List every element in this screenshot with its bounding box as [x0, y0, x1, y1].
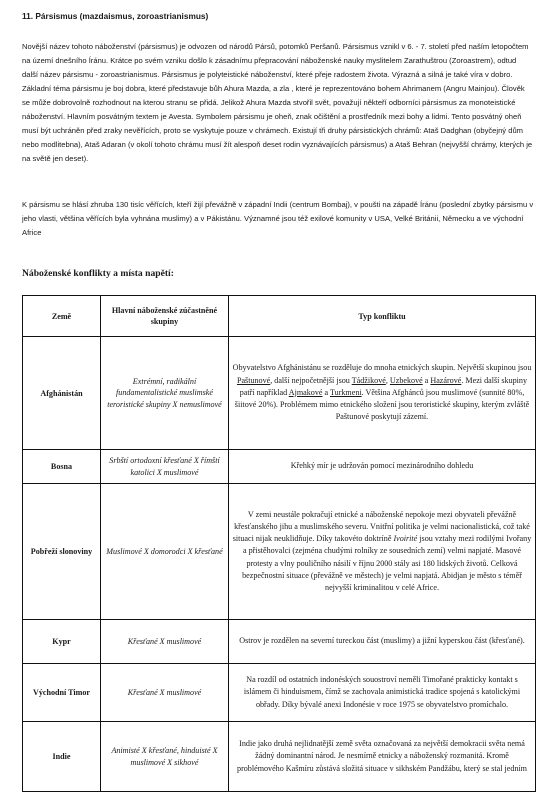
- conflict-text: jsou vztahy mezi rodilými Ivořany a přistěhovalci (zejména chudými rolníky ze sousedních zemí) velmi napjaté. Masové protesty a vlny pouličního násilí v říjnu 2000 stály asi 180 lidských životů. Celková bezpečnostní situace (převážně ve městech) je velmi napjatá. Abidjan je město s téměř nejvyšší kriminalitou v celé Africe.: [242, 534, 532, 592]
- conflict-text: Na rozdíl od ostatních indonéských souostroví neměli Timořané prakticky kontakt s islámem či hinduismem, čímž se zachovala animistická tradice spojená s katolickými obřady. Díky bývalé anexi Indonésie v roce 1975 se obyvatelstvo promíchalo.: [243, 675, 521, 709]
- intro-paragraph: Novější název tohoto náboženství (pársismus) je odvozen od národů Pársů, potomků Peršanů. Pársismus vznikl v 6. - 7. století před naším letopočtem na území dnešního Íránu. Krátce po svém vzniku došlo k zásadnímu přepracování náboženské nauky myslitelem Zarathuštrou (Zoroastrem), odtud další název pársismu - zoroastrianismus. Pársismus je polyteistické náboženství, které přeje radostem života. Výrazná a silná je také víra v dobro. Základní téma pársismu je boj dobra, které představuje bůh Ahura Mazda, a zla , které je reprezentováno bohem Ahrimanem (Angru Mainjou). Člověk se může dobrovolně rozhodnout na kterou stranu se přidá. Jelikož Ahura Mazda stvořil svět, považují někteří odborníci pársismus za monoteistické náboženství. Hlavním posvátným textem je Avesta. Symbolem pársismu je oheň, znak očištění a prostředník mezi bohy a lidmi. Tento posvátný oheň musí být uchráněn před zraky nevěřících, proto se vyskytuje pouze v chrámech. Existují tři druhy pársistických chrámů: Ataš Dadghan (obyčejný dům nebo modlitebna), Ataš Adaran (v okolí tohoto chrámu musí žít alespoň deset rodin vyznávajících pársismus) a Ataš Behran (nejvyšší chrámy, kterých je na světě jen deset).: [22, 42, 533, 163]
- cell-groups: Extrémní, radikální fundamentalistické muslimské teroristické skupiny X nemuslimové: [101, 337, 229, 450]
- ethnic-group-term: Hazárové: [430, 375, 462, 385]
- conflict-table: [22, 295, 536, 792]
- cell-conflict-type: [229, 620, 536, 664]
- table-row: [23, 620, 536, 664]
- cell-conflict-type: [229, 450, 536, 484]
- conflict-text: ,: [385, 375, 390, 385]
- ethnic-group-term: Paštunové: [236, 375, 271, 385]
- followers-paragraph: K pársismu se hlásí zhruba 130 tisíc věřících, kteří žijí převážně v západní Indii (centrum Bombaj), v poušti na západě Íránu (poslední zbytky pársismu v jeho vlasti, většina věřících byla vyhnána muslimy) a v Pákistánu. Významné jsou též exilové komunity v USA, Velké Británii, Německu a ve východní Africe: [22, 200, 534, 237]
- conflict-text: Ostrov je rozdělen na severní tureckou část (muslimy) a jižní kyperskou část (křesťané).: [239, 636, 525, 646]
- table-row: [23, 484, 536, 620]
- conflict-text: Křehký mír je udržován pomocí mezinárodního dohledu: [290, 461, 474, 471]
- cell-country: Afghánistán: [23, 337, 101, 450]
- conflict-text: , další nejpočetnější jsou: [270, 375, 352, 385]
- ethnic-group-term: Turkmeni: [329, 387, 362, 397]
- cell-country: Východní Timor: [23, 664, 101, 722]
- conflict-text: a: [422, 375, 431, 385]
- header-groups: Hlavní náboženské zúčastněné skupiny: [101, 296, 229, 337]
- ethnic-group-term: Uzbekové: [389, 375, 423, 385]
- conflict-text: . Mezi další skupiny patří například: [239, 375, 528, 397]
- cell-groups: Muslimové X domorodci X křesťané: [101, 484, 229, 620]
- cell-groups: Srbští ortodoxní křesťané X římští katolici X muslimové: [101, 450, 229, 484]
- conflict-text: . Většina Afghánců jsou muslimové (sunnité 80%, šiitové 20%). Problémem mimo etnického složení jsou teroristické skupiny, kterým zvláště Paštunové poskytují zázemí.: [234, 387, 530, 422]
- ethnic-group-term: Tádžikové: [351, 375, 386, 385]
- ethnic-group-term: Ajmakové: [288, 387, 323, 397]
- cell-conflict-type: [229, 664, 536, 722]
- cell-conflict-type: [229, 337, 536, 450]
- cell-country: Pobřeží slonoviny: [23, 484, 101, 620]
- conflict-text: Obyvatelstvo Afghánistánu se rozděluje do mnoha etnických skupin. Největší skupinou jsou: [232, 363, 532, 373]
- cell-groups: Animisté X křesťané, hinduisté X muslimové X sikhové: [101, 722, 229, 792]
- cell-groups: Křesťané X muslimové: [101, 664, 229, 722]
- cell-conflict-type: [229, 484, 536, 620]
- conflict-text: Indie jako druhá nejlidnatější země světa označovaná za největší demokracii světa nemá žádný dominantní národ. Je nesmírně etnicky a náboženský rozmanitá. Kromě problémového Kašmíru zůstává složitá situace v sikhském Pandžábu, který se stal jedním: [237, 739, 527, 773]
- cell-country: Kypr: [23, 620, 101, 664]
- header-country: Země: [23, 296, 101, 337]
- cell-conflict-type: [229, 722, 536, 792]
- header-conflict-type: Typ konfliktu: [229, 296, 536, 337]
- table-row: [23, 450, 536, 484]
- emphasized-term: Ivoirité: [393, 534, 418, 544]
- cell-country: Bosna: [23, 450, 101, 484]
- table-header-row: [23, 296, 536, 337]
- cell-country: Indie: [23, 722, 101, 792]
- table-row: [23, 664, 536, 722]
- table-row: [23, 337, 536, 450]
- section-heading: 11. Pársismus (mazdaismus, zoroastrianismus): [22, 11, 209, 21]
- conflict-text: V zemi neustále pokračují etnické a náboženské nepokoje mezi obyvateli převážně křesťanského jihu a muslimského severu. Vnitřní politika je velmi nacionalistická, což také situaci nijak neuklidňuje. Díky takovéto doktríně: [232, 509, 530, 544]
- cell-groups: Křesťané X muslimové: [101, 620, 229, 664]
- table-row: [23, 722, 536, 792]
- conflicts-title: Náboženské konflikty a místa napětí:: [22, 268, 174, 279]
- conflict-text: a: [322, 387, 330, 397]
